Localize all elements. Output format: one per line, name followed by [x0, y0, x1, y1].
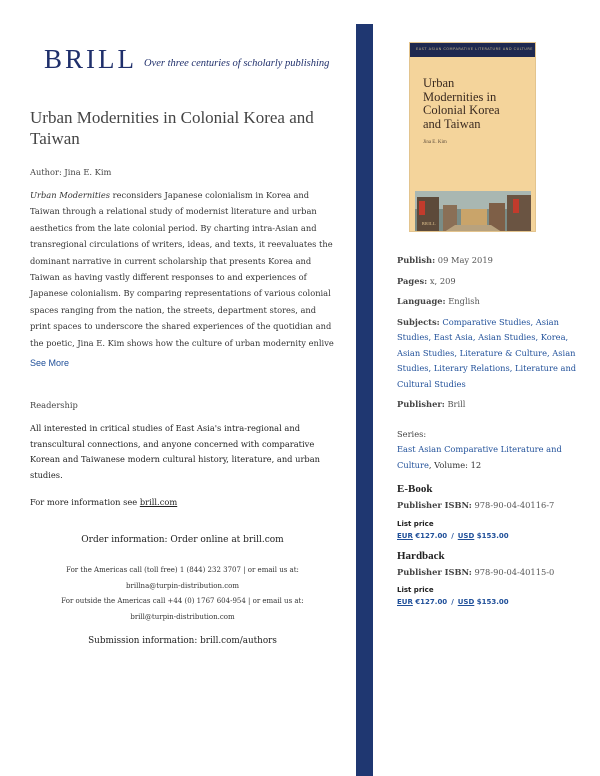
order-information [30, 535, 335, 646]
outside-phone: For outside the Americas call +44 (0) 1767 604-954 | or email us at: [61, 597, 304, 605]
hardback-list-price-label: List price [397, 586, 434, 594]
ebook-isbn: Publisher ISBN: 978-90-04-40116-7 [397, 500, 555, 510]
abstract [30, 187, 335, 351]
usd-currency-link[interactable]: USD [457, 531, 475, 540]
brill-link[interactable]: brill.com [139, 497, 178, 508]
cover-publisher: BRILL [422, 221, 437, 226]
see-more-link[interactable]: See More [30, 358, 70, 369]
book-details [397, 253, 577, 606]
brill-logo: BRILL [44, 44, 137, 74]
abstract-text: reconsiders Japanese colonialism in Korea and Taiwan through a relational study of modernist literature and urban aesthetics from the late colonial period. By charting intra-Asian and transregional circulations of writers, ideas, and texts, it reevaluates the dominant narrative in current scholarship that presents Korea and Taiwan as having vastly different responses to and experiences of Japanese colonialism. By comparing representations of various colonial spaces ranging from the nation, the streets, department stores, and print spaces to underscore the shared experiences of the quotidian and the poetic, Jina E. Kim shows how the culture of urban modernity enlive [30, 190, 334, 348]
main-column [30, 107, 335, 507]
eur-currency-link[interactable]: EUR [397, 598, 413, 606]
format-heading-ebook: E-Book [397, 483, 433, 495]
submission-info: Submission information: brill.com/authors [88, 636, 277, 646]
americas-phone: For the Americas call (toll free) 1 (844) 232 3707 | or email us at: [66, 566, 299, 574]
brand-tagline: Over three centuries of scholarly publishing [144, 58, 330, 69]
cover-series-banner: EAST ASIAN COMPARATIVE LITERATURE AND CULTURE [410, 43, 535, 57]
publisher: Publisher: Brill [397, 399, 466, 409]
page-count: Pages: x, 209 [397, 275, 456, 286]
book-cover-image [409, 42, 536, 232]
series-link[interactable]: East Asian Comparative Literature and Culture [397, 444, 562, 470]
book-title: Urban Modernities in Colonial Korea and Taiwan [30, 108, 314, 148]
ebook-list-price-label: List price [397, 519, 434, 528]
publish-date: Publish: 09 May 2019 [397, 255, 493, 265]
language: Language: English [397, 296, 480, 306]
subjects: Subjects: Comparative Studies, Asian Studies, East Asia, Asian Studies, Korea, Asian Studies, Literature & Culture, Asian Studies, Literary Relations, Literature and Cultural Studies [397, 316, 577, 389]
series-label: Series: [397, 428, 427, 439]
author-line: Author: Jina E. Kim [30, 167, 112, 177]
outside-email[interactable]: brill@turpin-distribution.com [130, 612, 235, 621]
contact-info [30, 563, 335, 625]
format-heading-hardback: Hardback [397, 549, 445, 562]
ebook-price: EUR €127.00 / USD $153.00 [397, 531, 509, 540]
hardback-price: EUR €127.00 / USD $153.00 [397, 598, 509, 606]
order-online: Order information: Order online at brill.com [81, 535, 284, 545]
more-info-prefix: For more information see [30, 497, 140, 508]
hardback-isbn: Publisher ISBN: 978-90-04-40115-0 [397, 566, 555, 577]
more-info [30, 497, 335, 507]
readership-text: All interested in critical studies of East Asia's intra-regional and transcultural connections, and anyone concerned with comparative Korean and Taiwanese modern cultural history, literature, and urban studies. [30, 423, 321, 480]
sidebar-divider-bar [356, 24, 373, 776]
series-info: East Asian Comparative Literature and Culture, Volume: 12 [397, 444, 562, 470]
cover-author: Jina E. Kim [423, 140, 447, 145]
usd-currency-link[interactable]: USD [457, 598, 475, 606]
americas-email[interactable]: brillna@turpin-distribution.com [126, 581, 239, 590]
cover-title: Urban Modernities in Colonial Korea and Taiwan [423, 76, 500, 131]
readership-heading: Readership [30, 400, 78, 411]
eur-currency-link[interactable]: EUR [397, 531, 413, 540]
subjects-links[interactable]: Comparative Studies, Asian Studies, East Asia, Asian Studies, Korea, Asian Studies, Literature & Culture, Asian Studies, Literary Relations, Literature and Cultural Studies [397, 316, 577, 389]
abstract-italic-title: Urban Modernities [30, 190, 111, 200]
